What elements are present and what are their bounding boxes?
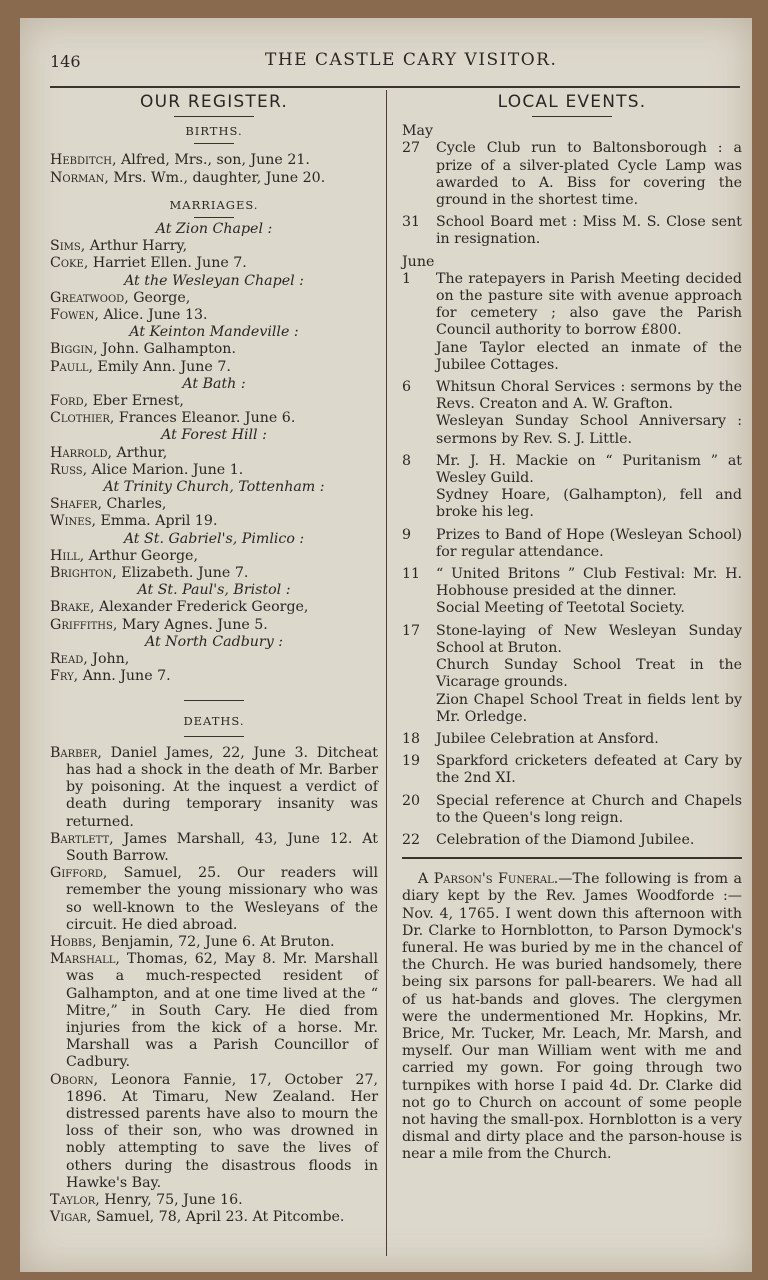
person-surname: Brighton (50, 565, 113, 582)
funeral-title: A Parson's Funeral. (418, 871, 559, 888)
entry-details: , Benjamin, 72, June 6. At Bruton. (92, 933, 335, 950)
entry-details: , Samuel, 78, April 23. At Pitcombe. (86, 1209, 345, 1226)
person-surname: Oborn (50, 1071, 94, 1088)
event-day: 22 (402, 831, 421, 848)
event-item (402, 214, 742, 248)
event-body (436, 527, 742, 561)
marriage-entry (50, 651, 378, 668)
event-text: Whitsun Choral Services : sermons by the Revs. Creaton and A. W. Grafton. (436, 379, 742, 413)
entry-details: , John, (83, 651, 130, 668)
marriage-place: At North Cadbury : (145, 633, 283, 650)
event-day: 27 (402, 140, 421, 157)
event-text: Cycle Club run to Baltonsborough : a prize of a silver-plated Cycle Lamp was awarded to A. Biss for covering the ground in the shortest time. (436, 140, 742, 209)
marriage-entry (50, 410, 378, 427)
marriage-entry (50, 445, 378, 462)
marriage-entry (50, 617, 378, 634)
marriage-entry (50, 238, 378, 255)
event-item (402, 753, 742, 787)
funeral-text: —The following is from a diary kept by the Rev. James Woodforde :—Nov. 4, 1765. I went down this afternoon with Dr. Clarke to Hornblotton, to Parson Dymock's funeral. He was buried by me in the chancel of the Church. He was buried handsomely, there being six parsons for pall-bearers. We had all of us hat-bands and gloves. The clergymen were the undermentioned Mr. Hopkins, Mr. Brice, Mr. Tucker, Mr. Leach, Mr. Marsh, and myself. Our man William went with me and carried my gown. For going through two turnpikes with horse I paid 4d. Dr. Clarke did not go to Church on account of some people not having the small-pox. Hornblotton is a very dismal and dirty place and the parson-house is near a mile from the Church. (402, 871, 742, 1163)
event-text: Jane Taylor elected an inmate of the Jubilee Cottages. (436, 339, 742, 373)
marriage-place: At Trinity Church, Tottenham : (103, 479, 325, 496)
event-day: 17 (402, 622, 421, 639)
person-surname: Vigar (50, 1209, 87, 1226)
event-body (436, 731, 742, 748)
person-surname: Clothier (50, 410, 110, 427)
death-entry (50, 831, 378, 865)
event-item (402, 623, 742, 726)
magazine-page (20, 18, 752, 1272)
entry-details: , James Marshall, 43, June 12. At South Barrow. (66, 830, 378, 864)
event-body (436, 271, 742, 374)
register-column (50, 92, 378, 1226)
marriage-entry (50, 565, 378, 582)
event-text: Special reference at Church and Chapels to the Queen's long reign. (436, 792, 742, 826)
event-day: 11 (402, 566, 421, 583)
person-surname: Taylor (50, 1191, 96, 1208)
event-body (436, 453, 742, 522)
entry-details: , Elizabeth. June 7. (112, 565, 249, 582)
entry-details: , Samuel, 25. Our readers will remember the young missionary who was so well-known to the Wesleyans of the circuit. He died abroad. (66, 865, 378, 933)
events-end-rule (402, 857, 742, 859)
event-month: May (402, 123, 434, 140)
person-surname: Brake (50, 599, 90, 616)
register-heading: OUR REGISTER. (140, 92, 288, 112)
event-item (402, 527, 742, 561)
person-surname: Coke (50, 255, 84, 272)
entry-details: , Thomas, 62, May 8. Mr. Marshall was a much-respected resident of Galhampton, and at one time lived at the “ Mitre,” in South Cary. He died from injuries from the kick of a horse. Mr. Marshall was a Parish Councillor of Cadbury. (66, 951, 378, 1071)
event-item (402, 271, 742, 374)
event-text: Sparkford cricketers defeated at Cary by the 2nd XI. (436, 753, 742, 787)
event-item (402, 731, 742, 748)
marriage-entry (50, 462, 378, 479)
event-text: School Board met : Miss M. S. Close sent in resignation. (436, 214, 742, 248)
marriage-place: At St. Gabriel's, Pimlico : (123, 530, 305, 547)
entry-details: , John. Galhampton. (93, 341, 236, 358)
deaths-heading: DEATHS. (183, 713, 245, 728)
births-rule (194, 143, 234, 144)
event-body (436, 566, 742, 618)
births-heading: BIRTHS. (185, 124, 243, 139)
person-surname: Norman (50, 169, 105, 186)
entry-details: , George, (124, 289, 191, 306)
marriage-place: At St. Paul's, Bristol : (137, 582, 291, 599)
marriage-entry (50, 599, 378, 616)
event-text: Zion Chapel School Treat in fields lent by Mr. Orledge. (436, 691, 742, 725)
person-surname: Ford (50, 393, 84, 410)
deaths-rule (184, 736, 244, 737)
entry-details: , Alfred, Mrs., son, June 21. (112, 152, 310, 169)
marriage-place: At Zion Chapel : (155, 221, 273, 238)
person-surname: Marshall (50, 951, 116, 968)
running-head (20, 46, 752, 76)
person-surname: Fowen (50, 307, 95, 324)
event-day: 9 (402, 526, 412, 543)
death-entry (50, 1072, 378, 1192)
header-rule (50, 86, 740, 88)
events-list (402, 123, 742, 849)
marriage-entry (50, 393, 378, 410)
marriage-entry (50, 668, 378, 685)
event-text: Wesleyan Sunday School Anniversary : sermons by Rev. S. J. Little. (436, 413, 742, 447)
marriage-place: At Bath : (182, 375, 246, 392)
entry-details: , Leonora Fannie, 17, October 27, 1896. At Timaru, New Zealand. Her distressed parents have also to mourn the loss of their son, who was drowned in nobly attempting to save the lives of others during the disastrous floods in Hawke's Bay. (66, 1071, 378, 1191)
deaths-list (50, 745, 378, 1227)
event-item (402, 793, 742, 827)
event-body (436, 379, 742, 448)
entry-details: , Emily Ann. June 7. (88, 358, 231, 375)
event-text: Sydney Hoare, (Galhampton), fell and broke his leg. (436, 487, 742, 521)
event-text: Prizes to Band of Hope (Wesleyan School) for regular attendance. (436, 526, 742, 560)
person-surname: Russ (50, 461, 83, 478)
person-surname: Griffiths (50, 616, 113, 633)
marriage-place: At the Wesleyan Chapel : (124, 272, 304, 289)
event-body (436, 753, 742, 787)
marriage-entry (50, 548, 378, 565)
entry-details: , Alice. June 13. (94, 307, 208, 324)
marriages-heading: MARRIAGES. (169, 197, 259, 212)
birth-entry (50, 170, 378, 187)
person-surname: Hill (50, 547, 80, 564)
event-item (402, 566, 742, 618)
person-surname: Hebditch (50, 152, 113, 169)
entry-details: , Ann. June 7. (73, 668, 171, 685)
event-item (402, 379, 742, 448)
marriage-place: At Forest Hill : (161, 427, 267, 444)
person-surname: Gifford (50, 865, 103, 882)
person-surname: Shafer (50, 496, 98, 513)
event-text: “ United Britons ” Club Festival: Mr. H. Hobhouse presided at the dinner. (436, 566, 742, 600)
event-body (436, 623, 742, 726)
marriage-entry (50, 255, 378, 272)
entry-details: , Alice Marion. June 1. (82, 461, 244, 478)
journal-title: THE CASTLE CARY VISITOR. (265, 50, 558, 70)
entry-details: , Mary Agnes. June 5. (112, 616, 268, 633)
register-heading-rule (174, 116, 254, 117)
entry-details: , Emma. April 19. (91, 513, 218, 530)
entry-details: , Harriet Ellen. June 7. (83, 255, 247, 272)
event-day: 8 (402, 452, 412, 469)
entry-details: , Frances Eleanor. June 6. (109, 410, 296, 427)
page-number: 146 (50, 52, 81, 71)
events-heading-rule (532, 116, 612, 117)
person-surname: Barber (50, 744, 98, 761)
person-surname: Paull (50, 358, 89, 375)
event-day: 18 (402, 730, 421, 747)
event-body (436, 140, 742, 209)
marriage-entry (50, 341, 378, 358)
person-surname: Sims (50, 238, 81, 255)
death-entry (50, 1209, 378, 1226)
births-list (50, 152, 378, 186)
marriages-list (50, 221, 378, 685)
entry-details: , Arthur Harry, (80, 238, 188, 255)
event-body (436, 832, 742, 849)
event-text: Jubilee Celebration at Ansford. (436, 730, 659, 747)
entry-details: , Alexander Frederick George, (89, 599, 309, 616)
entry-details: , Daniel James, 22, June 3. Ditcheat has had a shock in the death of Mr. Barber by poisoning. At the inquest a verdict of death during temporary insanity was returned. (66, 744, 378, 830)
person-surname: Harrold (50, 444, 108, 461)
deaths-top-rule (184, 700, 244, 701)
funeral-article (402, 871, 742, 1163)
event-text: The ratepayers in Parish Meeting decided on the pasture site with avenue approach for cemetery ; also gave the Parish Council authority to borrow £800. (436, 270, 742, 339)
death-entry (50, 865, 378, 934)
event-day: 31 (402, 214, 421, 231)
marriage-entry (50, 359, 378, 376)
marriage-entry (50, 290, 378, 307)
event-day: 20 (402, 792, 421, 809)
marriage-entry (50, 513, 378, 530)
person-surname: Wines (50, 513, 92, 530)
marriage-entry (50, 496, 378, 513)
entry-details: , Arthur George, (79, 547, 198, 564)
person-surname: Read (50, 651, 84, 668)
death-entry (50, 745, 378, 831)
event-body (436, 793, 742, 827)
person-surname: Greatwood (50, 289, 125, 306)
event-item (402, 453, 742, 522)
event-day: 1 (402, 270, 412, 287)
entry-details: , Eber Ernest, (83, 393, 184, 410)
event-body (436, 214, 742, 248)
death-entry (50, 1192, 378, 1209)
birth-entry (50, 152, 378, 169)
entry-details: , Mrs. Wm., daughter, June 20. (104, 169, 326, 186)
event-text: Social Meeting of Teetotal Society. (436, 600, 685, 617)
event-item (402, 140, 742, 209)
death-entry (50, 934, 378, 951)
column-divider (386, 90, 387, 1256)
event-text: Stone-laying of New Wesleyan Sunday School at Bruton. (436, 622, 742, 656)
person-surname: Bartlett (50, 830, 110, 847)
events-heading: LOCAL EVENTS. (497, 92, 647, 112)
marriages-rule (194, 217, 234, 218)
death-entry (50, 951, 378, 1071)
marriage-place: At Keinton Mandeville : (129, 324, 299, 341)
events-column (402, 92, 742, 1164)
person-surname: Hobbs (50, 933, 93, 950)
entry-details: , Henry, 75, June 16. (95, 1191, 243, 1208)
event-month: June (402, 253, 435, 270)
event-day: 6 (402, 379, 412, 396)
entry-details: , Charles, (97, 496, 167, 513)
event-item (402, 832, 742, 849)
marriage-entry (50, 307, 378, 324)
person-surname: Fry (50, 668, 74, 685)
event-text: Church Sunday School Treat in the Vicarage grounds. (436, 657, 742, 691)
event-text: Celebration of the Diamond Jubilee. (436, 831, 695, 848)
event-day: 19 (402, 753, 421, 770)
person-surname: Biggin (50, 341, 94, 358)
event-text: Mr. J. H. Mackie on “ Puritanism ” at Wesley Guild. (436, 452, 742, 487)
entry-details: , Arthur, (107, 444, 168, 461)
